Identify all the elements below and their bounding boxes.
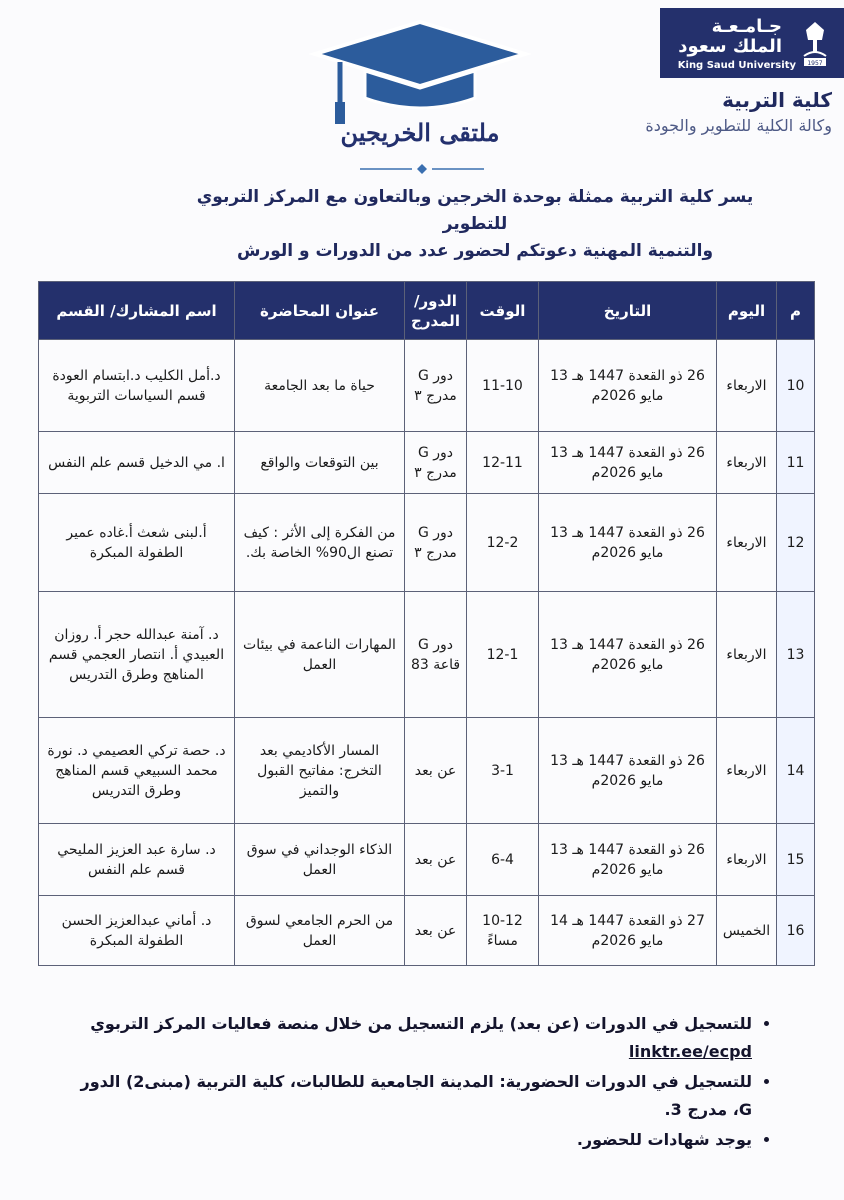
cell-date: 26 ذو القعدة 1447 هـ 13 مايو 2026م (539, 824, 717, 896)
graduation-cap-icon (305, 16, 535, 128)
cell-date: 27 ذو القعدة 1447 هـ 14 مايو 2026م (539, 896, 717, 966)
cell-floor: عن بعد (405, 824, 467, 896)
cell-num: 15 (777, 824, 815, 896)
cell-num: 11 (777, 432, 815, 494)
header-day: اليوم (717, 282, 777, 340)
cell-time: 12-11 (467, 432, 539, 494)
cell-presenter: د. حصة تركي العصيمي د. نورة محمد السبيعي قسم المناهج وطرق التدريس (39, 718, 235, 824)
cell-num: 14 (777, 718, 815, 824)
cell-date: 26 ذو القعدة 1447 هـ 13 مايو 2026م (539, 340, 717, 432)
cell-presenter: د. آمنة عبدالله حجر أ. روزان العبيدي أ. انتصار العجمي قسم المناهج وطرق التدريس (39, 592, 235, 718)
cell-time: 12-1 (467, 592, 539, 718)
intro-line1: يسر كلية التربية ممثلة بوحدة الخرجين وبالتعاون مع المركز التربوي للتطوير (196, 187, 754, 234)
logo-year: 1957 (807, 60, 823, 67)
intro-text (170, 184, 780, 265)
cell-date: 26 ذو القعدة 1447 هـ 13 مايو 2026م (539, 592, 717, 718)
registration-link[interactable]: linktr.ee/ecpd (628, 1042, 752, 1061)
header-time: الوقت (467, 282, 539, 340)
table-row (39, 432, 815, 494)
cell-num: 12 (777, 494, 815, 592)
note-inperson: • للتسجيل في الدورات الحضورية: المدينة الجامعية للطالبات، كلية التربية (مبنى2) الدور G، مدرج 3. (60, 1068, 752, 1124)
college-name: كلية التربية (722, 88, 832, 112)
table-row (39, 494, 815, 592)
cell-day: الاربعاء (717, 432, 777, 494)
cell-time: 10-12 مساءً (467, 896, 539, 966)
cell-title: المسار الأكاديمي بعد التخرج: مفاتيح القبول والتميز (235, 718, 405, 824)
forum-title: ملتقى الخريجين (340, 118, 500, 147)
cell-day: الاربعاء (717, 340, 777, 432)
schedule-table (38, 281, 815, 966)
note-remote (60, 1010, 752, 1066)
cell-time: 11-10 (467, 340, 539, 432)
cell-time: 6-4 (467, 824, 539, 896)
cell-time: 12-2 (467, 494, 539, 592)
table-row (39, 896, 815, 966)
header-title: عنوان المحاضرة (235, 282, 405, 340)
emblem-icon (796, 18, 834, 68)
cell-floor: دور G مدرج ٣ (405, 494, 467, 592)
header-floor: الدور/ المدرج (405, 282, 467, 340)
cell-floor: دور G مدرج ٣ (405, 340, 467, 432)
cell-day: الخميس (717, 896, 777, 966)
cell-presenter: أ.لبنى شعث أ.غاده عمير الطفولة المبكرة (39, 494, 235, 592)
agency-name: وكالة الكلية للتطوير والجودة (645, 116, 832, 135)
registration-notes (60, 1010, 780, 1156)
cell-num: 10 (777, 340, 815, 432)
note-certificates: • يوجد شهادات للحضور. (60, 1126, 752, 1154)
university-logo (660, 8, 844, 78)
cell-num: 13 (777, 592, 815, 718)
cell-floor: عن بعد (405, 896, 467, 966)
cell-date: 26 ذو القعدة 1447 هـ 13 مايو 2026م (539, 494, 717, 592)
cell-num: 16 (777, 896, 815, 966)
cell-floor: عن بعد (405, 718, 467, 824)
header-num: م (777, 282, 815, 340)
header-presenter: اسم المشارك/ القسم (39, 282, 235, 340)
table-row (39, 718, 815, 824)
cell-presenter: ا. مي الدخيل قسم علم النفس (39, 432, 235, 494)
cell-date: 26 ذو القعدة 1447 هـ 13 مايو 2026م (539, 432, 717, 494)
header-date: التاريخ (539, 282, 717, 340)
header (0, 0, 844, 180)
cell-presenter: د. سارة عبد العزيز المليحي قسم علم النفس (39, 824, 235, 896)
divider-ornament (360, 163, 484, 175)
cell-presenter: د.أمل الكليب د.ابتسام العودة قسم السياسات التربوية (39, 340, 235, 432)
cell-title: من الفكرة إلى الأثر : كيف تصنع ال90% الخاصة بك. (235, 494, 405, 592)
cell-floor: دور G قاعة 83 (405, 592, 467, 718)
cell-date: 26 ذو القعدة 1447 هـ 13 مايو 2026م (539, 718, 717, 824)
cell-floor: دور G مدرج ٣ (405, 432, 467, 494)
cell-title: من الحرم الجامعي لسوق العمل (235, 896, 405, 966)
cell-day: الاربعاء (717, 592, 777, 718)
logo-line1: جـامـعـة (711, 16, 782, 37)
cell-title: بين التوقعات والواقع (235, 432, 405, 494)
table-row (39, 824, 815, 896)
cell-day: الاربعاء (717, 824, 777, 896)
table-header-row (39, 282, 815, 340)
note-remote-text: للتسجيل في الدورات (عن بعد) يلزم التسجيل من خلال منصة فعاليات المركز التربوي (90, 1014, 752, 1033)
cell-time: 3-1 (467, 718, 539, 824)
cell-title: المهارات الناعمة في بيئات العمل (235, 592, 405, 718)
cell-title: حياة ما بعد الجامعة (235, 340, 405, 432)
table-row (39, 340, 815, 432)
cell-title: الذكاء الوجداني في سوق العمل (235, 824, 405, 896)
intro-line2: والتنمية المهنية دعوتكم لحضور عدد من الدورات و الورش (236, 241, 714, 261)
table-row (39, 592, 815, 718)
logo-line2: الملك سعود (678, 36, 782, 57)
cell-day: الاربعاء (717, 494, 777, 592)
cell-presenter: د. أماني عبدالعزيز الحسن الطفولة المبكرة (39, 896, 235, 966)
logo-english: King Saud University (677, 60, 796, 71)
cell-day: الاربعاء (717, 718, 777, 824)
